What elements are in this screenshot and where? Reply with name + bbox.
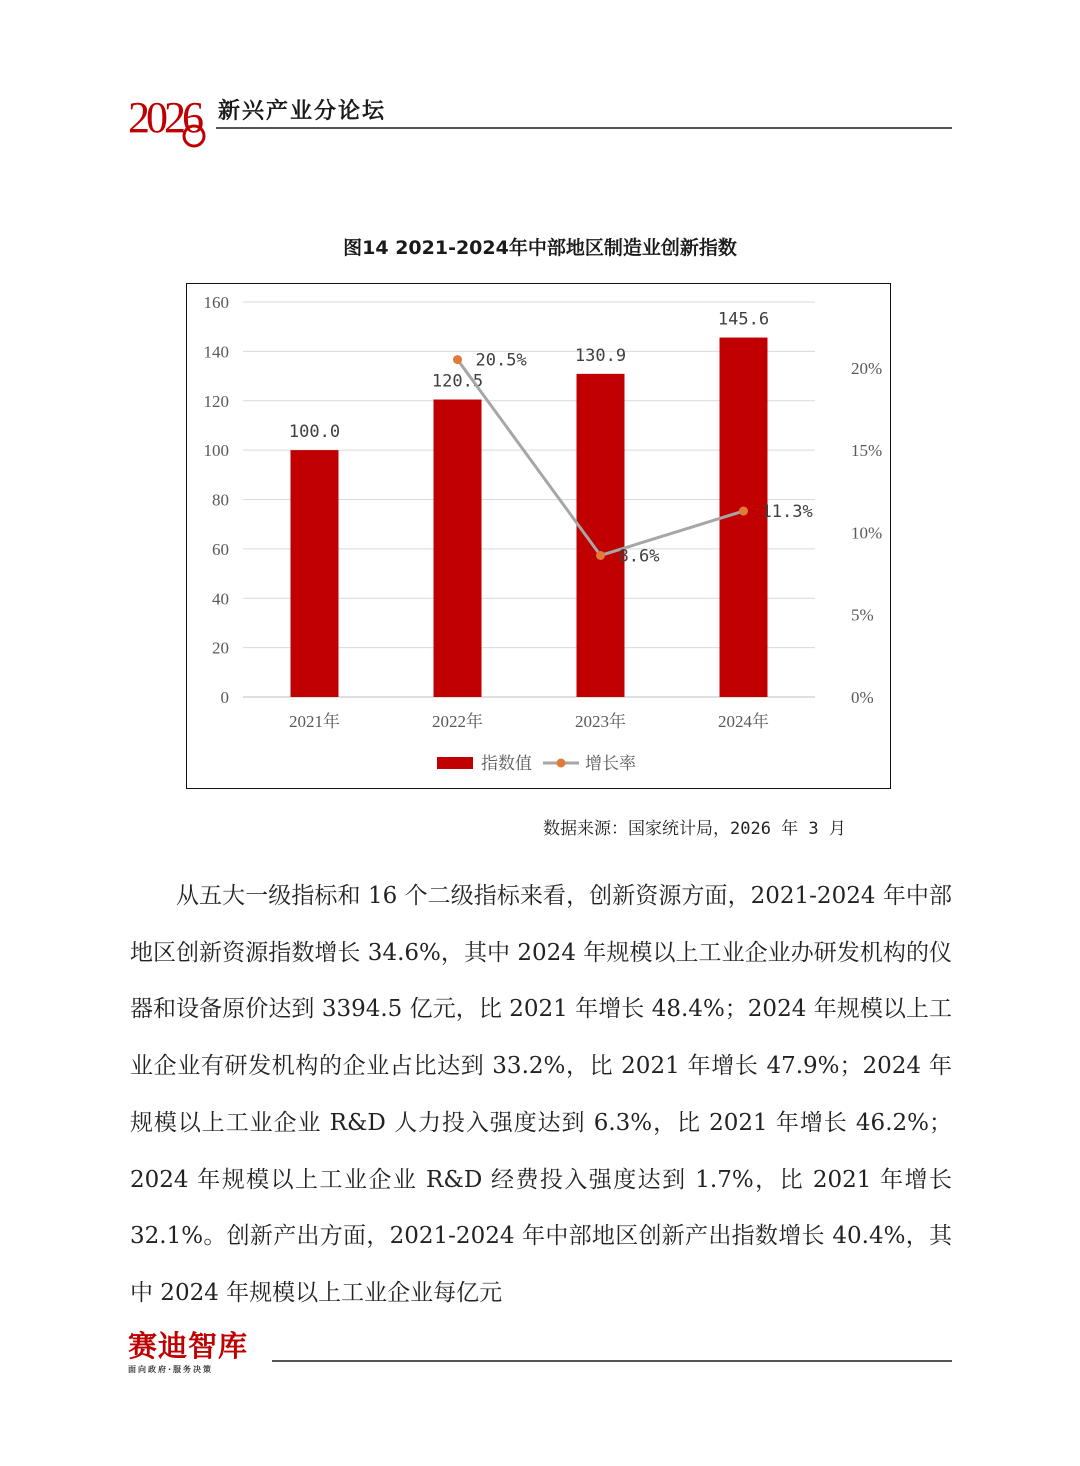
- ccid-tagline: 面向政府·服务决策: [128, 1365, 214, 1374]
- growth-rate-label: 8.6%: [618, 546, 660, 567]
- y-left-tick-label: 0: [220, 688, 229, 707]
- x-tick-label: 2024年: [718, 712, 769, 731]
- footer-divider: [272, 1360, 952, 1362]
- growth-rate-marker: [596, 551, 605, 560]
- legend-line-marker: [557, 759, 566, 768]
- chart-title: 图14 2021-2024年中部地区制造业创新指数: [343, 237, 737, 259]
- y-left-tick-label: 140: [203, 342, 229, 362]
- y-right-tick-label: 5%: [851, 605, 874, 625]
- growth-rate-marker: [453, 355, 462, 364]
- y-left-tick-label: 160: [203, 293, 229, 312]
- header-divider: [216, 127, 952, 129]
- y-left-tick-label: 20: [212, 638, 229, 658]
- x-tick-label: 2021年: [289, 712, 340, 731]
- growth-rate-label: 11.3%: [761, 502, 813, 523]
- y-right-tick-label: 20%: [851, 358, 883, 378]
- ccid-logo: [128, 1330, 268, 1375]
- body-text: [130, 868, 952, 1322]
- bar-index-value: [291, 450, 339, 697]
- y-left-tick-label: 100: [203, 441, 229, 461]
- y-left-tick-label: 60: [212, 539, 229, 559]
- chart-frame: [186, 283, 891, 789]
- y-left-tick-label: 80: [212, 490, 229, 510]
- x-tick-label: 2022年: [432, 712, 483, 731]
- data-source: 数据来源：国家统计局，2026 年 3 月: [543, 819, 846, 839]
- y-right-tick-label: 10%: [851, 523, 883, 543]
- y-left-tick-label: 40: [212, 589, 229, 609]
- y-right-tick-label: 15%: [851, 441, 883, 461]
- bar-value-label: 120.5: [431, 371, 484, 392]
- bar-value-label: 130.9: [574, 345, 627, 366]
- x-tick-label: 2023年: [575, 712, 626, 731]
- y-right-tick-label: 0%: [851, 688, 874, 707]
- forum-title: 新兴产业分论坛: [218, 99, 387, 124]
- bar-value-label: 145.6: [717, 309, 770, 330]
- y-left-tick-label: 120: [203, 391, 229, 411]
- legend-bar-swatch: [437, 757, 473, 769]
- forum-logo: [128, 88, 210, 150]
- legend-bar-label: 指数值: [481, 754, 532, 774]
- legend-line-label: 增长率: [585, 754, 636, 774]
- growth-rate-label: 20.5%: [475, 350, 527, 371]
- bar-index-value: [577, 374, 625, 697]
- growth-rate-marker: [739, 507, 748, 516]
- bar-value-label: 100.0: [288, 422, 341, 443]
- body-paragraph: 从五大一级指标和 16 个二级指标来看，创新资源方面，2021-2024 年中部地区创新资源指数增长 34.6%，其中 2024 年规模以上工业企业办研发机构的仪器和设备原价达到 3394.5 亿元，比 2021 年增长 48.4%；2024 年规模以上工业企业有研发机构的企业占比达到 33.2%，比 2021 年增长 47.9%；2024 年规模以上工业企业 R&D 人力投入强度达到 6.3%，比 2021 年增长 46.2%；2024 年规模以上工业企业 R&D 经费投入强度达到 1.7%，比 2021 年增长 32.1%。创新产出方面，2021-2024 年中部地区创新产出指数增长 40.4%，其中 2024 年规模以上工业企业每亿元: [130, 883, 952, 1306]
- innovation-index-chart: [187, 284, 889, 787]
- ccid-brand: 赛迪智库: [128, 1329, 249, 1363]
- forum-logo-text: 2026: [128, 93, 200, 142]
- bar-index-value: [434, 400, 482, 697]
